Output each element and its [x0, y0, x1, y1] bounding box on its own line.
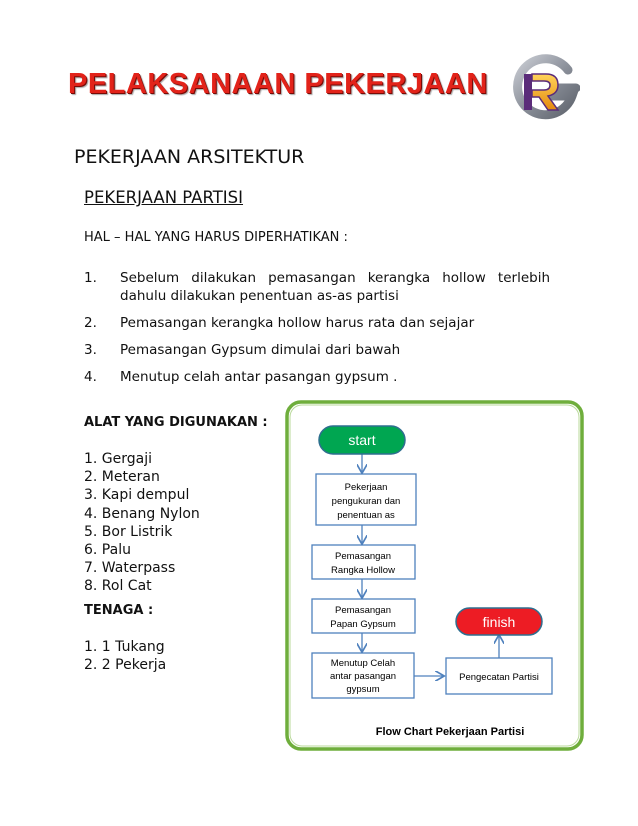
- step-line: Pemasangan: [335, 551, 391, 562]
- step-line: pengukuran dan: [331, 496, 401, 507]
- step-line: Menutup Celah: [330, 658, 396, 669]
- step-line: Papan Gypsum: [330, 619, 396, 630]
- step-line: Rangka Hollow: [331, 565, 395, 576]
- note-text: Menutup celah antar pasangan gypsum .: [120, 369, 398, 385]
- flowchart-step-hollow-frame: [312, 545, 415, 579]
- list-item: 7. Waterpass: [84, 560, 176, 577]
- note-item: [84, 368, 554, 386]
- note-number: 1.: [84, 270, 97, 286]
- flowchart-step-measurement: [316, 474, 416, 525]
- step-line: gypsum: [346, 684, 380, 695]
- flowchart-start: [319, 426, 405, 454]
- step-line: Pemasangan: [335, 605, 391, 616]
- flowchart: [283, 398, 586, 753]
- list-item: 1. 1 Tukang: [84, 639, 165, 655]
- list-item: 2. 2 Pekerja: [84, 657, 167, 674]
- tools-heading: ALAT YANG DIGUNAKAN :: [84, 415, 268, 430]
- labor-list: [84, 638, 166, 674]
- note-text: Pemasangan Gypsum dimulai dari bawah: [120, 342, 401, 358]
- list-item: 5. Bor Listrik: [84, 523, 173, 540]
- section-heading: PEKERJAAN ARSITEKTUR: [74, 146, 305, 168]
- flowchart-step-gypsum-board: [312, 599, 415, 633]
- labor-heading: TENAGA :: [84, 603, 154, 618]
- step-line: antar pasangan: [329, 671, 397, 682]
- list-item: 1. Gergaji: [84, 451, 153, 467]
- note-number: 4.: [84, 369, 97, 385]
- company-logo-icon: [510, 52, 580, 122]
- note-item: [84, 269, 554, 305]
- flowchart-finish: [456, 608, 542, 635]
- notes-heading-label: HAL – HAL YANG HARUS DIPERHATIKAN: [84, 230, 340, 245]
- finish-label: finish: [482, 614, 516, 630]
- step-line: Pengecatan Partisi: [459, 672, 539, 683]
- list-item: 4. Benang Nylon: [84, 505, 200, 522]
- note-item: [84, 341, 554, 359]
- list-item: 6. Palu: [84, 541, 131, 558]
- list-item: 3. Kapi dempul: [84, 487, 190, 504]
- tools-list: [84, 450, 200, 596]
- flowchart-caption: Flow Chart Pekerjaan Partisi: [375, 726, 525, 738]
- start-label: start: [348, 432, 376, 448]
- note-number: 3.: [84, 342, 97, 358]
- note-number: 2.: [84, 315, 97, 331]
- list-item: 8. Rol Cat: [84, 578, 152, 595]
- note-text: Pemasangan kerangka hollow harus rata dan sejajar: [120, 315, 475, 331]
- notes-heading: [84, 230, 348, 245]
- step-line: penentuan as: [337, 510, 395, 521]
- sub-heading: PEKERJAAN PARTISI: [84, 188, 244, 207]
- page-title: PELAKSANAAN PEKERJAAN: [68, 68, 488, 100]
- list-item: 2. Meteran: [84, 469, 160, 486]
- flowchart-step-close-gaps: [312, 653, 414, 698]
- step-line: Pekerjaan: [344, 482, 388, 493]
- flowchart-step-painting: [446, 658, 552, 694]
- note-item: [84, 314, 554, 332]
- notes-heading-suffix: :: [339, 230, 348, 245]
- note-text: Sebelum dilakukan pemasangan kerangka hollow terlebih dahulu dilakukan penentuan as-as partisi: [120, 270, 550, 304]
